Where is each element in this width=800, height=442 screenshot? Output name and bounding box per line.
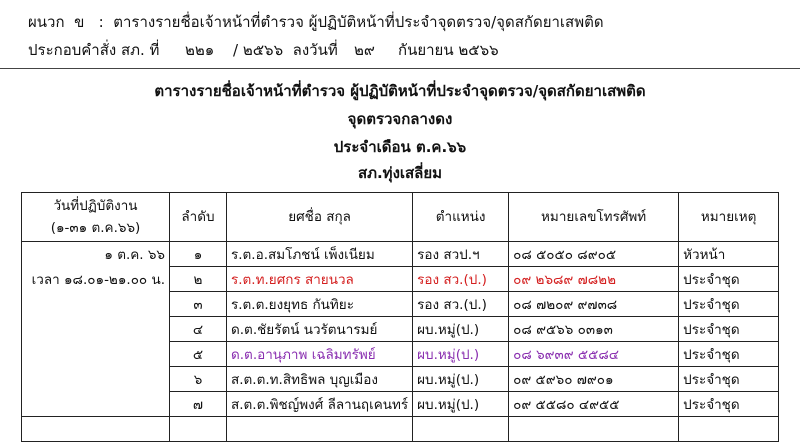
phone-cell: ๐๙ ๒๖๘๙ ๗๘๒๒ [509,267,679,292]
month-title: ประจำเดือน ต.ค.๖๖ [333,138,467,156]
name-cell: ร.ต.อ.สมโภชน์ เพ็งเนียม [227,242,413,267]
header-date [22,193,170,242]
table-row [22,292,779,317]
order-cell: ๗ [170,392,227,417]
order-cell: ๔ [170,317,227,342]
order-day: ๒๙ [354,41,375,59]
phone-cell: ๐๘ ๖๙๓๙ ๕๕๘๔ [509,342,679,367]
date-cell: ๑ ต.ค. ๖๖ [22,242,170,267]
station-name: สภ.ทุ่งเสลี่ยม [357,164,443,182]
header-phone: หมายเลขโทรศัพท์ [509,193,679,242]
header-position: ตำแหน่ง [413,193,509,242]
duty-roster-table [21,192,779,442]
date-cell [22,317,170,342]
position-cell: ผบ.หมู่(ป.) [413,317,509,342]
table-row [22,392,779,417]
header-order: ลำดับ [170,193,227,242]
note-cell: หัวหน้า [679,242,779,267]
name-cell: ส.ต.ต.พิชญ์พงศ์ ลีลานฤเคนทร์ [227,392,413,417]
name-cell: ร.ต.ต.ยงยุทธ กันทิยะ [227,292,413,317]
document-title: ตารางรายชื่อเจ้าหน้าที่ตำรวจ ผู้ปฏิบัติหน้าที่ประจำจุดตรวจ/จุดสกัดยาเสพติด [154,82,646,100]
order-cell: ๖ [170,367,227,392]
table-row [22,242,779,267]
table-row [22,267,779,292]
header-note: หมายเหตุ [679,193,779,242]
order-cell: ๑ [170,242,227,267]
table-row [22,317,779,342]
position-cell: รอง สวป.ฯ [413,242,509,267]
header-date-range: (๑-๓๑ ต.ค.๖๖) [50,220,141,236]
order-cell: ๓ [170,292,227,317]
date-cell: เวลา ๑๘.๐๑-๒๑.๐๐ น. [22,267,170,292]
name-cell: ด.ต.ชัยรัตน์ นวรัตนารมย์ [227,317,413,342]
header-name: ยศชื่อ สกุล [227,193,413,242]
name-cell: ด.ต.อานุภาพ เฉลิมทรัพย์ [227,342,413,367]
phone-cell: ๐๙ ๕๙๖๐ ๗๙๐๑ [509,367,679,392]
date-cell [22,342,170,367]
note-cell: ประจำชุด [679,317,779,342]
phone-cell: ๐๙ ๕๕๘๐ ๔๙๕๕ [509,392,679,417]
position-cell: ผบ.หมู่(ป.) [413,392,509,417]
annex-header-line: ผนวก ข : ตารางรายชื่อเจ้าหน้าที่ตำรวจ ผู้ปฏิบัติหน้าที่ประจำจุดตรวจ/จุดสกัดยาเสพติด [28,13,604,31]
position-cell: ผบ.หมู่(ป.) [413,342,509,367]
checkpoint-name: จุดตรวจกลางดง [347,110,453,128]
phone-cell: ๐๘ ๗๒๐๙ ๙๗๓๘ [509,292,679,317]
table-header-row [22,193,779,242]
order-reference-label: ประกอบคำสั่ง สภ. ที่ [28,41,160,59]
order-cell: ๕ [170,342,227,367]
date-cell [22,292,170,317]
date-cell [22,392,170,417]
name-cell: ร.ต.ท.ยศกร สายนวล [227,267,413,292]
note-cell: ประจำชุด [679,392,779,417]
phone-cell: ๐๘ ๕๐๕๐ ๘๙๐๕ [509,242,679,267]
order-year-date-label: / ๒๕๖๖ ลงวันที่ [233,41,338,59]
note-cell: ประจำชุด [679,267,779,292]
order-cell: ๒ [170,267,227,292]
table-row [22,342,779,367]
note-cell: ประจำชุด [679,367,779,392]
name-cell: ส.ต.ต.ท.สิทธิพล บุญเมือง [227,367,413,392]
note-cell: ประจำชุด [679,342,779,367]
date-cell [22,367,170,392]
note-cell: ประจำชุด [679,292,779,317]
table-row [22,367,779,392]
position-cell: รอง สว.(ป.) [413,267,509,292]
order-month-year: กันยายน ๒๕๖๖ [398,41,499,59]
header-divider [0,68,800,69]
position-cell: รอง สว.(ป.) [413,292,509,317]
phone-cell: ๐๘ ๙๕๖๖ ๐๓๑๓ [509,317,679,342]
position-cell: ผบ.หมู่(ป.) [413,367,509,392]
order-number: ๒๒๑ [185,41,215,59]
header-date-title: วันที่ปฏิบัติงาน [53,198,138,214]
